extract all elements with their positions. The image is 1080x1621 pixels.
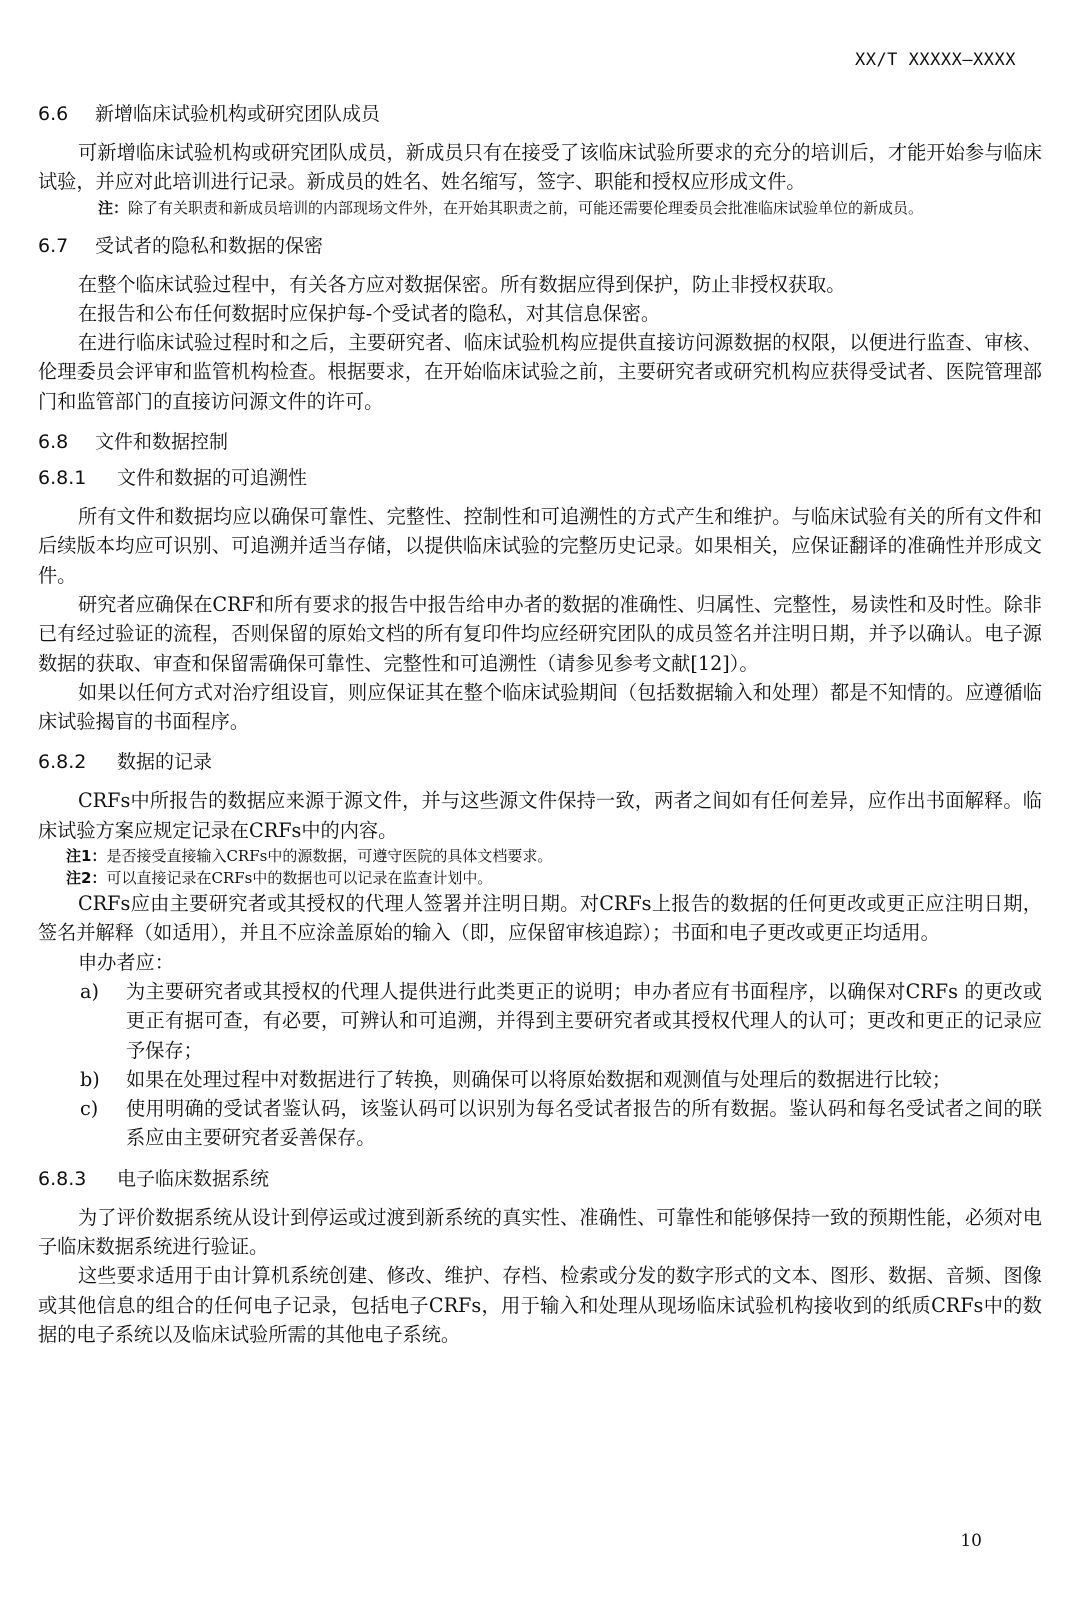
list-marker: b) xyxy=(80,1067,100,1091)
section-number: 6.8.3 xyxy=(38,1167,87,1190)
paragraph: CRFs中所报告的数据应来源于源文件，并与这些源文件保持一致，两者之间如有任何差异，应作出书面解释。临床试验方案应规定记录在CRFs中的内容。 xyxy=(38,789,1042,842)
section-heading-6-8-3 xyxy=(38,1165,1042,1193)
note-label: 注： xyxy=(98,198,129,217)
note-label: 注1： xyxy=(66,847,107,866)
paragraph: 如果以任何方式对治疗组设盲，则应保证其在整个临床试验期间（包括数据输入和处理）都是不知情的。应遵循临床试验揭盲的书面程序。 xyxy=(38,680,1042,734)
section-number: 6.8.2 xyxy=(38,751,87,774)
paragraph: 申办者应： xyxy=(78,950,174,974)
paragraph: 为了评价数据系统从设计到停运或过渡到新系统的真实性、准确性、可靠性和能够保持一致的预期性能，必须对电子临床数据系统进行验证。 xyxy=(38,1205,1042,1259)
page-content xyxy=(38,100,1042,1349)
list-item xyxy=(38,977,1042,1065)
note-text: 除了有关职责和新成员培训的内部现场文件外，在开始其职责之前，可能还需要伦理委员会批准临床试验单位的新成员。 xyxy=(128,198,924,217)
list-item xyxy=(38,1065,1042,1094)
section-heading-6-8 xyxy=(38,428,1042,456)
paragraph: 在整个临床试验过程中，有关各方应对数据保密。所有数据应得到保护，防止非授权获取。 xyxy=(78,272,846,296)
paragraph: 可新增临床试验机构或研究团队成员，新成员只有在接受了该临床试验所要求的充分的培训后，才能开始参与临床试验，并应对此培训进行记录。新成员的姓名、姓名缩写，签字、职能和授权应形成文件。 xyxy=(38,141,1042,194)
section-title: 受试者的隐私和数据的保密 xyxy=(95,234,324,257)
section-heading-6-6 xyxy=(38,100,1042,128)
list-marker: a) xyxy=(80,979,99,1003)
list-text: 为主要研究者或其授权的代理人提供进行此类更正的说明；申办者应有书面程序，以确保对CRFs 的更改或更正有据可查，有必要，可辨认和可追溯，并得到主要研究者或其授权代理人的认可；更改和更正的记录应予保存； xyxy=(126,979,1042,1062)
section-number: 6.8 xyxy=(38,431,69,454)
note-2 xyxy=(66,867,1042,889)
page-number: 10 xyxy=(960,1531,982,1551)
section-title: 电子临床数据系统 xyxy=(117,1167,270,1190)
paragraph: 这些要求适用于由计算机系统创建、修改、维护、存档、检索或分发的数字形式的文本、图形、数据、音频、图像或其他信息的组合的任何电子记录，包括电子CRFs，用于输入和处理从现场临床试验机构接收到的纸质CRFs中的数据的电子系统以及临床试验所需的其他电子系统。 xyxy=(38,1264,1042,1346)
standard-code: XX/T XXXXX—XXXX xyxy=(854,50,1016,70)
section-heading-6-8-1 xyxy=(38,464,1042,492)
paragraph: 所有文件和数据均应以确保可靠性、完整性、控制性和可追溯性的方式产生和维护。与临床试验有关的所有文件和后续版本均应可识别、可追溯并适当存储，以提供临床试验的完整历史记录。如果相关，应保证翻译的准确性并形成文件。 xyxy=(38,505,1042,587)
section-title: 文件和数据控制 xyxy=(95,431,229,454)
paragraph: 研究者应确保在CRF和所有要求的报告中报告给申办者的数据的准确性、归属性、完整性，易读性和及时性。除非已有经过验证的流程，否则保留的原始文档的所有复印件均应经研究团队的成员签名并注明日期，并予以确认。电子源数据的获取、审查和保留需确保可靠性、完整性和可追溯性（请参见参考文献[12]）。 xyxy=(38,592,1042,675)
section-number: 6.8.1 xyxy=(38,467,87,490)
section-heading-6-8-2 xyxy=(38,748,1042,776)
paragraph: 在进行临床试验过程时和之后，主要研究者、临床试验机构应提供直接访问源数据的权限，以便进行监查、审核、伦理委员会评审和监管机构检查。根据要求，在开始临床试验之前，主要研究者或研究机构应获得受试者、医院管理部门和监管部门的直接访问源文件的许可。 xyxy=(38,331,1042,413)
list-text: 使用明确的受试者鉴认码，该鉴认码可以识别为每名受试者报告的所有数据。鉴认码和每名受试者之间的联系应由主要研究者妥善保存。 xyxy=(126,1097,1042,1150)
section-heading-6-7 xyxy=(38,232,1042,260)
section-title: 数据的记录 xyxy=(117,751,213,774)
section-title: 文件和数据的可追溯性 xyxy=(117,467,308,490)
paragraph: CRFs应由主要研究者或其授权的代理人签署并注明日期。对CRFs上报告的数据的任何更改或更正应注明日期，签名并解释（如适用），并且不应涂盖原始的输入（即，应保留审核追踪）；书面和电子更改或更正均适用。 xyxy=(38,892,1042,945)
note-1 xyxy=(66,845,1042,867)
note-text: 可以直接记录在CRFs中的数据也可以记录在监查计划中。 xyxy=(106,869,493,888)
section-title: 新增临床试验机构或研究团队成员 xyxy=(95,103,381,125)
list-marker: c) xyxy=(80,1097,99,1121)
list-item xyxy=(38,1094,1042,1153)
section-number: 6.6 xyxy=(38,103,69,125)
list-text: 如果在处理过程中对数据进行了转换，则确保可以将原始数据和观测值与处理后的数据进行比较； xyxy=(126,1067,952,1091)
paragraph: 在报告和公布任何数据时应保护每-个受试者的隐私，对其信息保密。 xyxy=(78,301,661,325)
section-number: 6.7 xyxy=(38,234,69,257)
note xyxy=(98,197,1042,220)
note-text: 是否接受直接输入CRFs中的源数据，可遵守医院的具体文档要求。 xyxy=(106,847,553,866)
note-label: 注2： xyxy=(66,869,107,888)
